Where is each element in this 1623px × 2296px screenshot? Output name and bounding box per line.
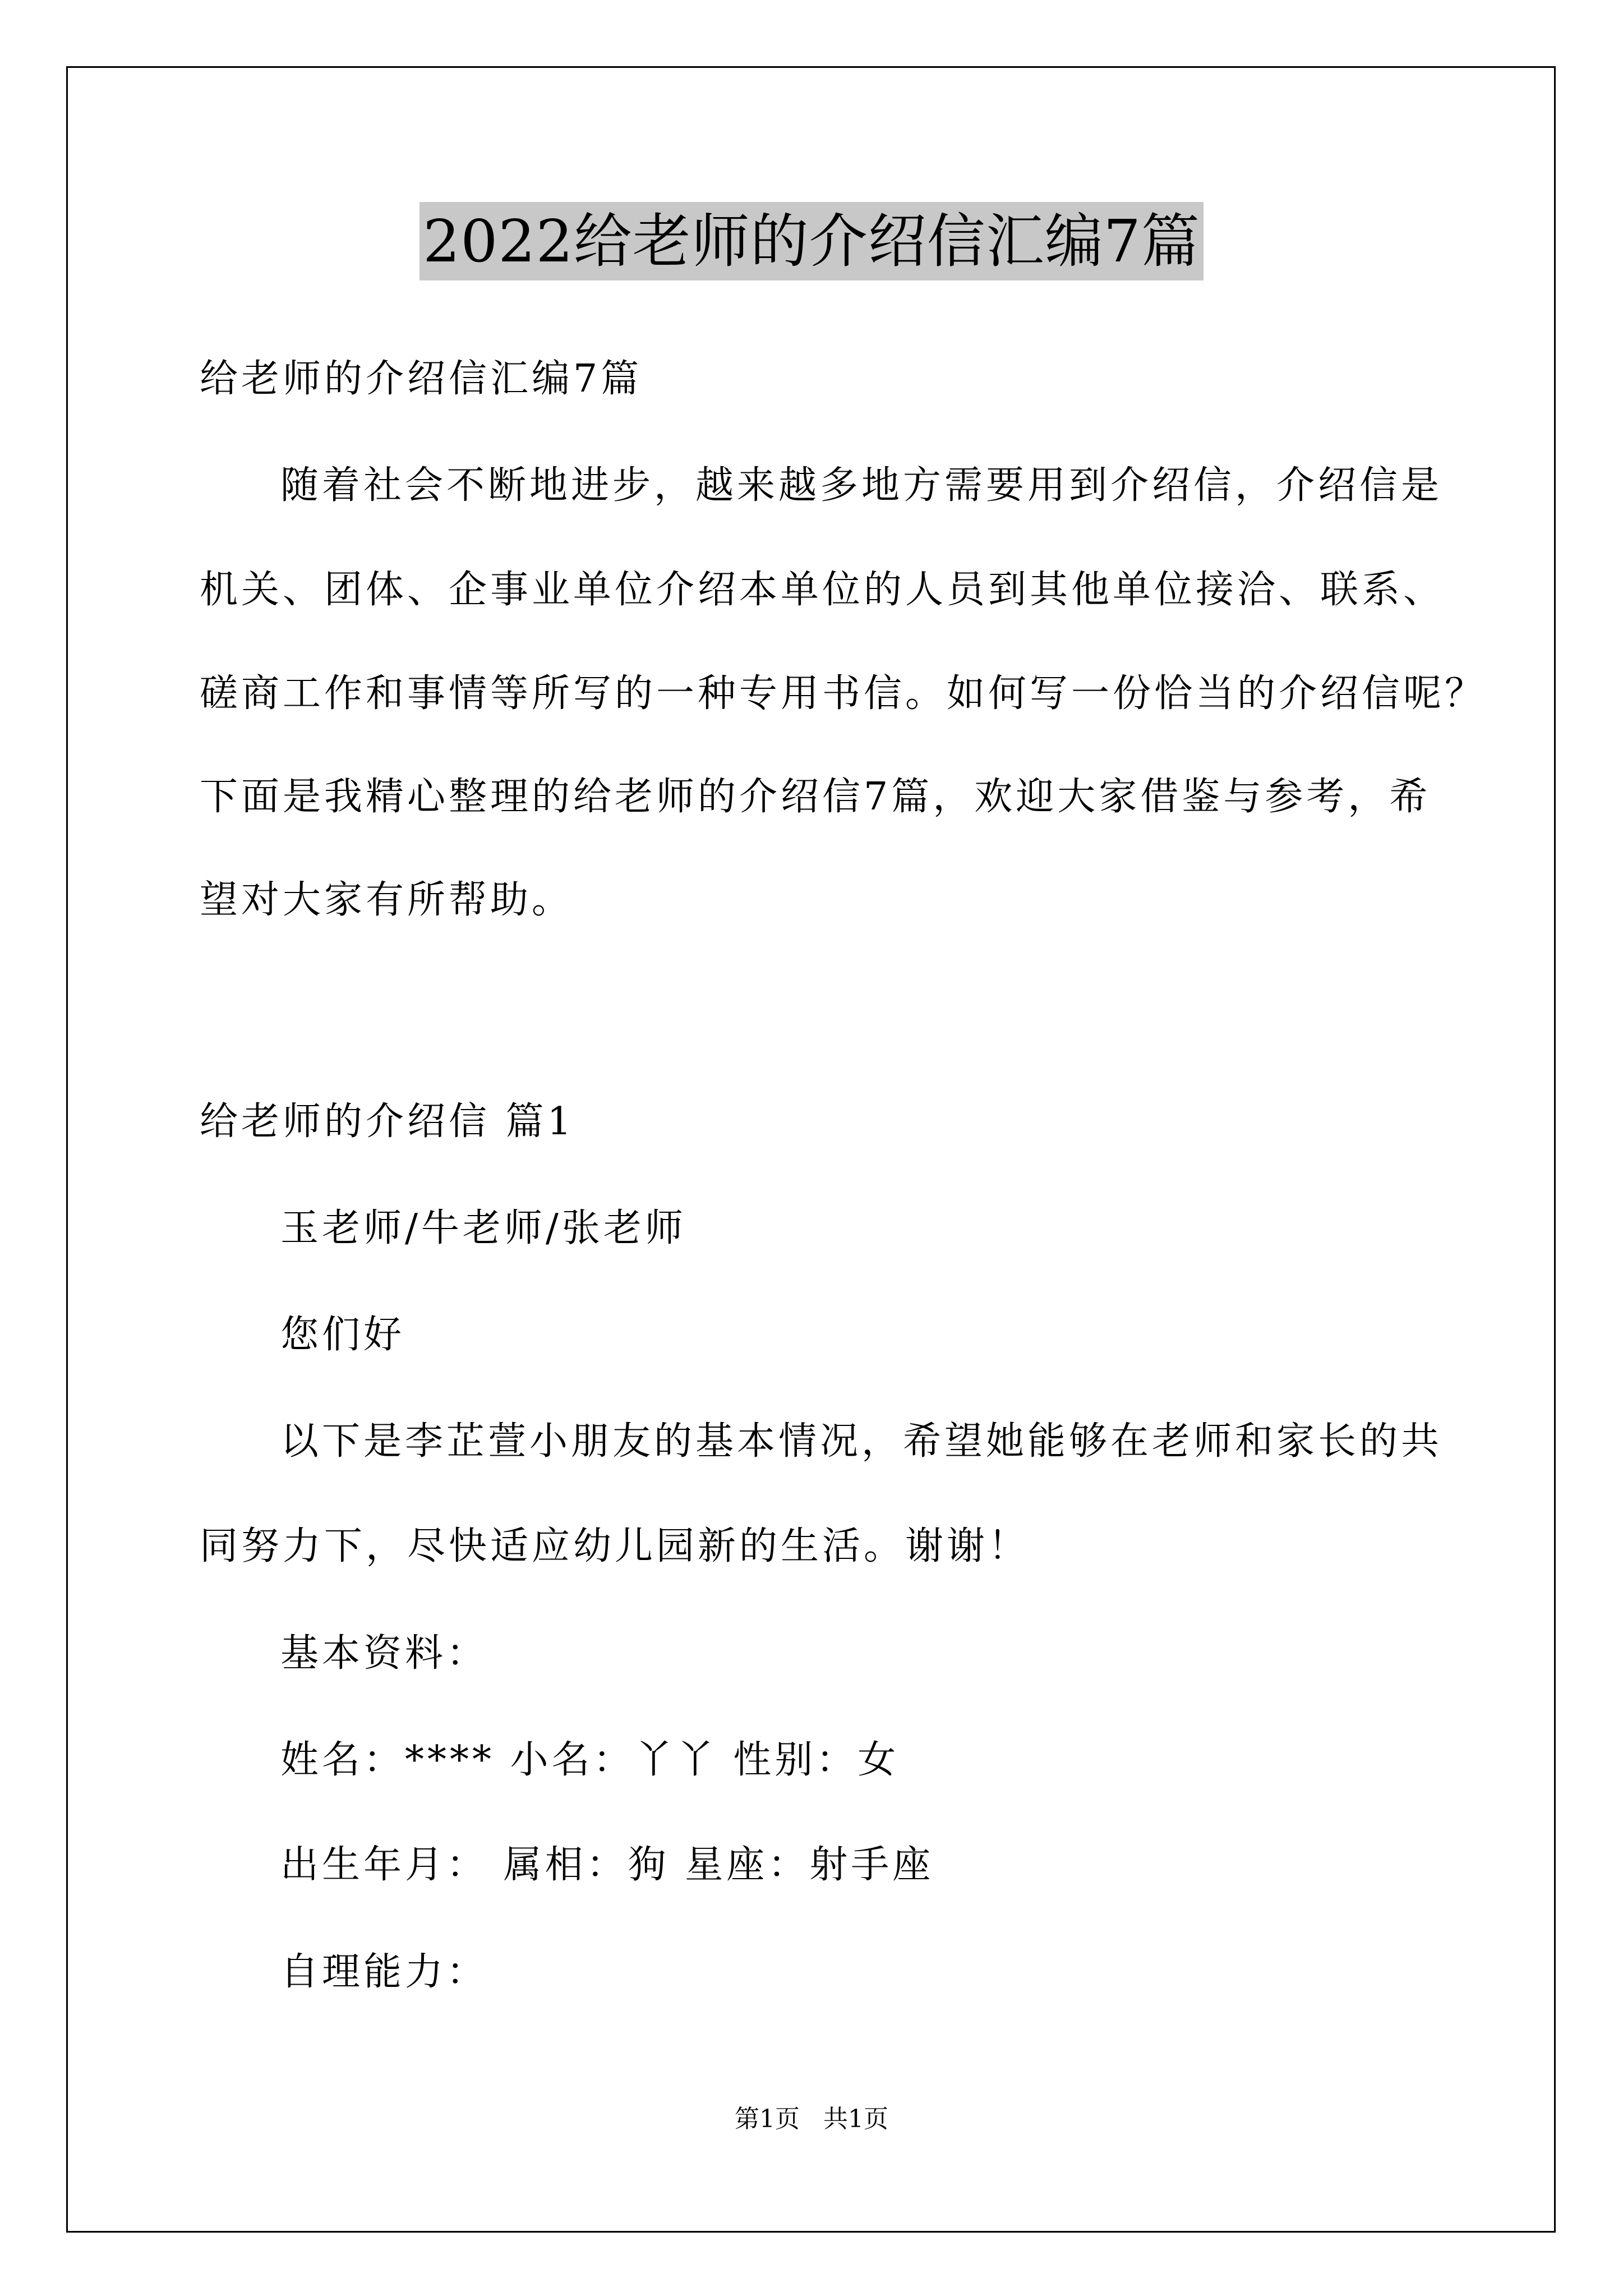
document-title: 2022给老师的介绍信汇编7篇 (419, 202, 1204, 280)
section-heading: 给老师的介绍信 篇1 (200, 1099, 575, 1144)
info-line-1: 姓名：**** 小名：丫丫 性别：女 (280, 1738, 900, 1782)
page-footer (0, 2104, 1623, 2135)
intro-line-4: 下面是我精心整理的给老师的介绍信7篇，欢迎大家借鉴与参考，希 (200, 775, 1431, 819)
basic-info-label: 基本资料： (280, 1631, 488, 1676)
intro-line-2: 机关、团体、企事业单位介绍本单位的人员到其他单位接洽、联系、 (200, 568, 1445, 612)
intro-line-1: 随着社会不断地进步，越来越多地方需要用到介绍信，介绍信是 (280, 463, 1443, 508)
intro-line-3: 磋商工作和事情等所写的一种专用书信。如何写一份恰当的介绍信呢？ (200, 671, 1487, 716)
title-container (0, 202, 1623, 280)
document-subtitle: 给老师的介绍信汇编7篇 (200, 357, 643, 401)
info-line-2: 出生年月： 属相：狗 星座：射手座 (280, 1843, 934, 1887)
greeting: 您们好 (280, 1313, 405, 1357)
self-care-label: 自理能力： (280, 1950, 488, 1994)
page-number-total: 共1页 (823, 2105, 888, 2133)
salutation: 玉老师/牛老师/张老师 (280, 1206, 686, 1250)
body-line-1: 以下是李芷萱小朋友的基本情况，希望她能够在老师和家长的共 (280, 1419, 1443, 1464)
intro-line-5: 望对大家有所帮助。 (200, 878, 574, 922)
body-line-2: 同努力下，尽快适应幼儿园新的生活。谢谢！ (200, 1524, 1030, 1568)
page-number-current: 第1页 (735, 2105, 800, 2133)
